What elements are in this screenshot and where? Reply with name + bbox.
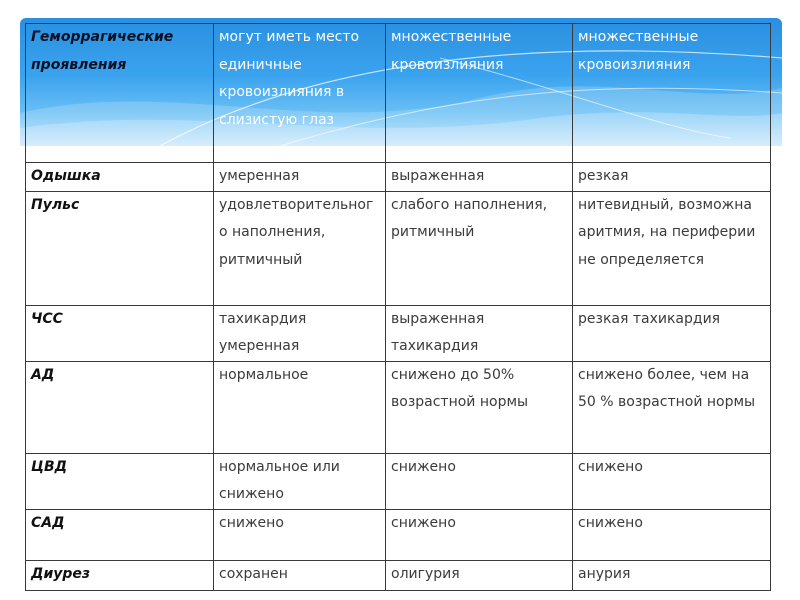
cell: снижено bbox=[573, 453, 771, 509]
cell: множественные кровоизлияния bbox=[573, 24, 771, 163]
comparison-table bbox=[25, 23, 771, 591]
cell: выраженная bbox=[386, 163, 573, 192]
cell: тахикардия умеренная bbox=[214, 305, 386, 361]
cell: снижено bbox=[214, 509, 386, 560]
row-label: Геморрагические проявления bbox=[26, 24, 214, 163]
cell: снижено bbox=[573, 509, 771, 560]
cell: снижено до 50% возрастной нормы bbox=[386, 361, 573, 453]
table-row bbox=[26, 361, 771, 453]
cell: сохранен bbox=[214, 560, 386, 590]
cell: удовлетворительного наполнения, ритмичный bbox=[214, 191, 386, 305]
cell: могут иметь место единичные кровоизлияния в слизистую глаз bbox=[214, 24, 386, 163]
table-row bbox=[26, 305, 771, 361]
table-row bbox=[26, 163, 771, 192]
table-row bbox=[26, 191, 771, 305]
cell: снижено bbox=[386, 509, 573, 560]
cell: снижено bbox=[386, 453, 573, 509]
table-row bbox=[26, 509, 771, 560]
table-row bbox=[26, 24, 771, 163]
row-label: ЧСС bbox=[26, 305, 214, 361]
cell: олигурия bbox=[386, 560, 573, 590]
cell: множественные кровоизлияния bbox=[386, 24, 573, 163]
cell: нормальное или снижено bbox=[214, 453, 386, 509]
row-label: САД bbox=[26, 509, 214, 560]
row-label: Пульс bbox=[26, 191, 214, 305]
cell: нитевидный, возможна аритмия, на периферии не определяется bbox=[573, 191, 771, 305]
cell: анурия bbox=[573, 560, 771, 590]
table-row bbox=[26, 560, 771, 590]
row-label: АД bbox=[26, 361, 214, 453]
cell: резкая тахикардия bbox=[573, 305, 771, 361]
cell: резкая bbox=[573, 163, 771, 192]
row-label: ЦВД bbox=[26, 453, 214, 509]
cell: выраженная тахикардия bbox=[386, 305, 573, 361]
cell: снижено более, чем на 50 % возрастной нормы bbox=[573, 361, 771, 453]
row-label: Диурез bbox=[26, 560, 214, 590]
row-label: Одышка bbox=[26, 163, 214, 192]
table-row bbox=[26, 453, 771, 509]
cell: слабого наполнения, ритмичный bbox=[386, 191, 573, 305]
cell: нормальное bbox=[214, 361, 386, 453]
cell: умеренная bbox=[214, 163, 386, 192]
